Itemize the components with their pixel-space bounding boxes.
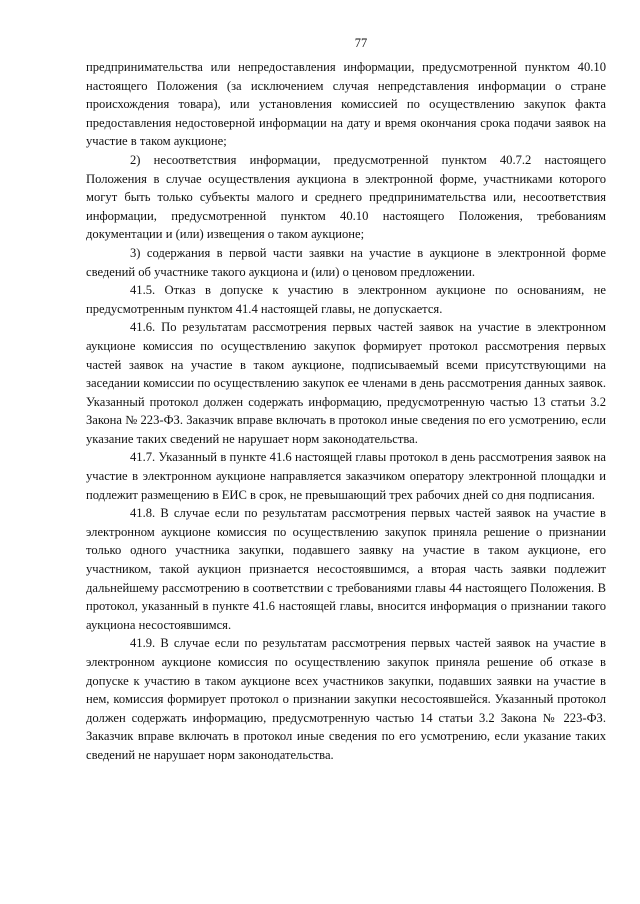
paragraph: 3) содержания в первой части заявки на участие в аукционе в электронной форме сведений об участнике такого аукциона и (или) о ценовом предложении. bbox=[86, 245, 606, 279]
paragraph: 41.6. По результатам рассмотрения первых частей заявок на участие в электронном аукционе комиссия по осуществлению закупок формирует протокол рассмотрения первых частей заявок на участие в таком аукционе, подписываемый всеми присутствующими на заседании комиссии по осуществлению закупок ее членами в день рассмотрения данных заявок. Указанный протокол должен содержать информацию, предусмотренную частью 13 статьи 3.2 Закона № 223-ФЗ. Заказчик вправе включать в протокол иные сведения по его усмотрению, если указание таких сведений не нарушает норм законодательства. bbox=[86, 320, 606, 446]
paragraph: 41.5. Отказ в допуске к участию в электронном аукционе по основаниям, не предусмотренным пунктом 41.4 настоящей главы, не допускается. bbox=[86, 283, 606, 316]
paragraph: 41.9. В случае если по результатам рассмотрения первых частей заявок на участие в электронном аукционе комиссия по осуществлению закупок приняла решение об отказе в допуске к участию в таком аукционе всех участников закупки, подавших заявки на участие в нем, комиссия формирует протокол о признании закупки несостоявшейся. Указанный протокол должен содержать информацию, предусмотренную частью 14 статьи 3.2 Закона № 223-ФЗ. Заказчик вправе включать в протокол иные сведения по его усмотрению, если указание таких сведений не нарушает норм законодательства. bbox=[86, 636, 606, 762]
paragraph: 41.7. Указанный в пункте 41.6 настоящей главы протокол в день рассмотрения заявок на участие в электронном аукционе направляется заказчиком оператору электронной площадки и подлежит размещению в ЕИС в срок, не превышающий трех рабочих дней со дня подписания. bbox=[86, 450, 606, 502]
document-body bbox=[86, 58, 606, 765]
paragraph: 41.8. В случае если по результатам рассмотрения первых частей заявок на участие в электронном аукционе комиссия по осуществлению закупок приняла решение о признании только одного участника закупки, подавшего заявку на участие в таком аукционе, его участником, такой аукцион признается несостоявшимся, а вторая часть заявки подлежит дальнейшему рассмотрению в соответствии с требованиями главы 44 настоящего Положения. В протокол, указанный в пункте 41.6 настоящей главы, вносится информация о признании такого аукциона несостоявшимся. bbox=[86, 506, 606, 632]
page-number: 77 bbox=[354, 36, 368, 50]
paragraph: 2) несоответствия информации, предусмотренной пунктом 40.7.2 настоящего Положения в случае осуществления аукциона в электронной форме, участниками которого могут быть только субъекты малого и среднего предпринимательства или, несоответствия информации, предусмотренной пунктом 40.10 настоящего Положения, требованиям документации и (или) извещения о таком аукционе; bbox=[86, 152, 606, 242]
paragraph: предпринимательства или непредоставления информации, предусмотренной пунктом 40.10 настоящего Положения (за исключением случая непредставления информации о стране происхождения товара), или установления комиссией по осуществлению закупок факта предоставления недостоверной информации на дату и время окончания срока подачи заявок на участие в таком аукционе; bbox=[86, 60, 606, 149]
